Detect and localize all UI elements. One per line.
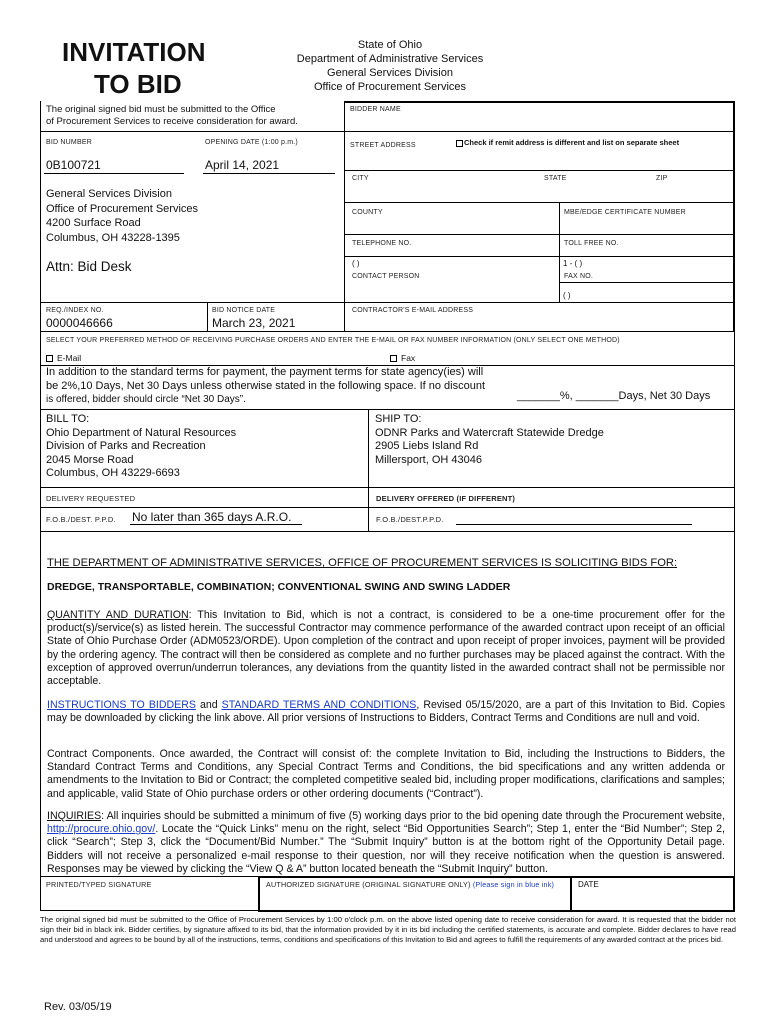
- procure-website-link[interactable]: http://procure.ohio.gov/: [47, 823, 156, 836]
- checkbox-icon[interactable]: [46, 355, 53, 362]
- inquiries-heading: INQUIRIES: [47, 810, 102, 822]
- instructions-paragraph: [47, 699, 725, 725]
- opening-date[interactable]: April 14, 2021: [205, 158, 280, 172]
- address-line: General Services Division: [46, 188, 172, 200]
- printed-signature-label: PRINTED/TYPED SIGNATURE: [46, 880, 152, 889]
- bid-notice-label: BID NOTICE DATE: [212, 307, 276, 314]
- delivery-requested-label: DELIVERY REQUESTED: [46, 494, 136, 503]
- terms-line-3: is offered, bidder should circle “Net 30 Days”.: [46, 394, 246, 405]
- telephone-field[interactable]: ( ): [352, 259, 360, 268]
- tollfree-label: TOLL FREE NO.: [564, 240, 619, 247]
- revision-label: Rev. 03/05/19: [44, 1001, 112, 1013]
- terms-blanks[interactable]: _______%, _______Days, Net 30 Days: [517, 390, 711, 402]
- fax-option-label: Fax: [401, 353, 416, 363]
- agency-line: Office of Procurement Services: [313, 81, 467, 93]
- email-option[interactable]: [46, 354, 81, 363]
- ship-to-block: [375, 413, 604, 467]
- email-option-label: E-Mail: [57, 353, 82, 363]
- county-label: COUNTY: [352, 209, 383, 216]
- fax-field[interactable]: ( ): [563, 291, 571, 300]
- authorized-signature-label: [266, 881, 554, 889]
- street-address-label: STREET ADDRESS: [350, 142, 416, 149]
- address-line: Columbus, OH 43228-1395: [46, 231, 180, 244]
- contract-components-paragraph: Contract Components. Once awarded, the Contract will consist of: the complete Invitation to Bid, including the Instructions to Bidders, the Standard Contract Terms and Conditions, any Special Contract Terms and Conditions, the bid specifications and any written addenda or amendments to the Invitation to Bid or Contract; the completed competitive sealed bid, including proper modifications, clarifications and samples; and applicable, valid State of Ohio purchase orders or other ordering documents (“Contract”).: [47, 748, 725, 800]
- mbe-label: MBE/EDGE CERTIFICATE NUMBER: [564, 209, 686, 216]
- agency-block: [240, 38, 540, 94]
- instructions-and: and: [195, 699, 222, 711]
- agency-line: State of Ohio: [357, 39, 423, 51]
- delivery-offered-label: DELIVERY OFFERED (IF DIFFERENT): [376, 494, 516, 503]
- authorized-label-text: AUTHORIZED SIGNATURE (ORIGINAL SIGNATURE ONLY): [266, 880, 471, 889]
- state-label: STATE: [544, 175, 567, 182]
- req-index[interactable]: 0000046666: [46, 316, 113, 330]
- terms-line-1: In addition to the standard terms for payment, the payment terms for state agency(ies) will: [46, 366, 484, 378]
- method-select-label: SELECT YOUR PREFERRED METHOD OF RECEIVING PURCHASE ORDERS AND ENTER THE E-MAIL OR FAX NUMBER INFORMATION (ONLY SELECT ONE METHOD): [46, 337, 620, 344]
- inquiries-text: : All inquiries should be submitted a minimum of five (5) working days prior to the bid opening date through the Procurement website,: [101, 810, 725, 822]
- ship-to-line: SHIP TO:: [375, 413, 422, 425]
- bill-to-line: Columbus, OH 43229-6693: [46, 467, 180, 480]
- quantity-duration-heading: QUANTITY AND DURATION: [47, 609, 189, 621]
- intro-line-1: The original signed bid must be submitted to the Office: [46, 104, 276, 115]
- bill-to-block: [46, 413, 236, 481]
- intro-line-2: of Procurement Services to receive consideration for award.: [46, 116, 298, 127]
- instructions-link[interactable]: INSTRUCTIONS TO BIDDERS: [47, 699, 196, 711]
- fob-label: F.O.B./DEST. P.P.D.: [46, 515, 116, 524]
- ship-to-line: 2905 Liebs Island Rd: [375, 440, 479, 453]
- soliciting-heading: THE DEPARTMENT OF ADMINISTRATIVE SERVICES, OFFICE OF PROCUREMENT SERVICES IS SOLICITING BIDS FOR:: [47, 557, 678, 569]
- blue-ink-note: (Please sign in blue ink): [472, 880, 555, 889]
- remit-label: Check if remit address is different and list on separate sheet: [464, 138, 680, 147]
- tollfree-field[interactable]: 1 - ( ): [563, 259, 583, 268]
- checkbox-icon[interactable]: [390, 355, 397, 362]
- contractor-email-label: CONTRACTOR'S E-MAIL ADDRESS: [352, 307, 474, 314]
- fob-offered-label: F.O.B./DEST.P.P.D.: [376, 515, 444, 524]
- agency-line: Department of Administrative Services: [296, 53, 484, 65]
- contact-person-label: CONTACT PERSON: [352, 273, 420, 280]
- telephone-label: TELEPHONE NO.: [352, 240, 412, 247]
- address-line: Office of Procurement Services: [46, 202, 199, 215]
- address-line: 4200 Surface Road: [46, 217, 141, 229]
- bid-number-label: BID NUMBER: [46, 139, 92, 146]
- terms-line-2: be 2%,10 Days, Net 30 Days unless otherwise stated in the following space. If no discount: [46, 380, 486, 392]
- bill-to-line: 2045 Morse Road: [46, 453, 134, 466]
- instructions-text: , Revised 05/15/2020, are a part of this Invitation to Bid. Copies may be downloaded by clicking the link above. All prior versions of Instructions to Bidders, Contract Terms and Conditions are null and void.: [47, 699, 725, 725]
- fax-option[interactable]: [390, 354, 415, 363]
- ship-to-line: ODNR Parks and Watercraft Statewide Dredge: [375, 426, 604, 439]
- bill-to-line: Division of Parks and Recreation: [46, 440, 206, 453]
- title-line-2: TO BID: [94, 69, 182, 99]
- city-label: CITY: [352, 175, 369, 182]
- inquiries-text: . Locate the “Quick Links” menu on the right, select “Bid Opportunities Search”; Step 1, enter the “Bid Number”; Step 2, click “Search”; Step 3, click the “Document/Bid Number.” The “Submit Inquiry” button is at the bottom right of the Opportunity Detail page. Bidders will not receive a personalized e-mail response to their question, nor will they receive notification when the question is answered. Responses may be viewed by clicking the “View Q & A” button located beneath the “Submit Inquiry” button.: [47, 823, 725, 875]
- date-label: DATE: [578, 880, 599, 889]
- bill-to-line: Ohio Department of Natural Resources: [46, 426, 237, 439]
- agency-line: General Services Division: [327, 67, 453, 79]
- bill-to-line: BILL TO:: [46, 413, 90, 425]
- return-address: [46, 187, 198, 245]
- footer-notice: The original signed bid must be submitted to the Office of Procurement Services by 1:00 o'clock p.m. on the above listed opening date to receive consideration for award. It is requested that the bidder not sign their bid in black ink. Bidder certifies, by signature affixed to its bid, that the information provided by it in its bid including the certified statements, is accurate and complete. Bidder declares to have read and understood and agrees to be bound by all of the instructions, terms, conditions and specifications of this Invitation to Bid and agrees to fulfill the requirements of any awarded contract at the prices bid.: [40, 915, 736, 944]
- bidder-name-label: BIDDER NAME: [350, 106, 401, 113]
- inquiries-paragraph: [47, 810, 725, 876]
- fax-label: FAX NO.: [564, 273, 594, 280]
- title-line-1: INVITATION: [62, 37, 206, 67]
- fob-value[interactable]: No later than 365 days A.R.O.: [132, 510, 292, 524]
- terms-link[interactable]: STANDARD TERMS AND CONDITIONS: [221, 699, 417, 711]
- quantity-duration-paragraph: [47, 609, 725, 688]
- ship-to-line: Millersport, OH 43046: [375, 453, 482, 466]
- quantity-duration-text: : This Invitation to Bid, which is not a contract, is considered to be a one-time procurement offer for the product(s)/service(s) as listed herein. The successful Contractor may commence performance of the awarded contract upon receipt of an official State of Ohio Purchase Order (ADM0523/ORDE). Upon completion of the contract and upon receipt of proper invoices, payment will be provided by the ordering agency. The contract will then be considered as complete and no further purchases may be placed against the contract. With the exception of approved overrun/underrun tolerances, any deviations from the quantity listed in the awarded contract shall not be permissible nor acceptable.: [47, 609, 725, 688]
- remit-checkbox[interactable]: [456, 139, 679, 147]
- opening-date-label: OPENING DATE (1:00 p.m.): [205, 139, 298, 146]
- bid-number[interactable]: 0B100721: [46, 158, 101, 172]
- req-index-label: REQ./INDEX NO.: [46, 307, 104, 314]
- zip-label: ZIP: [656, 175, 668, 182]
- attn-label: Attn: Bid Desk: [46, 259, 132, 274]
- bid-notice-date[interactable]: March 23, 2021: [212, 316, 296, 330]
- item-title: DREDGE, TRANSPORTABLE, COMBINATION; CONVENTIONAL SWING AND SWING LADDER: [47, 581, 511, 593]
- checkbox-icon[interactable]: [456, 140, 463, 147]
